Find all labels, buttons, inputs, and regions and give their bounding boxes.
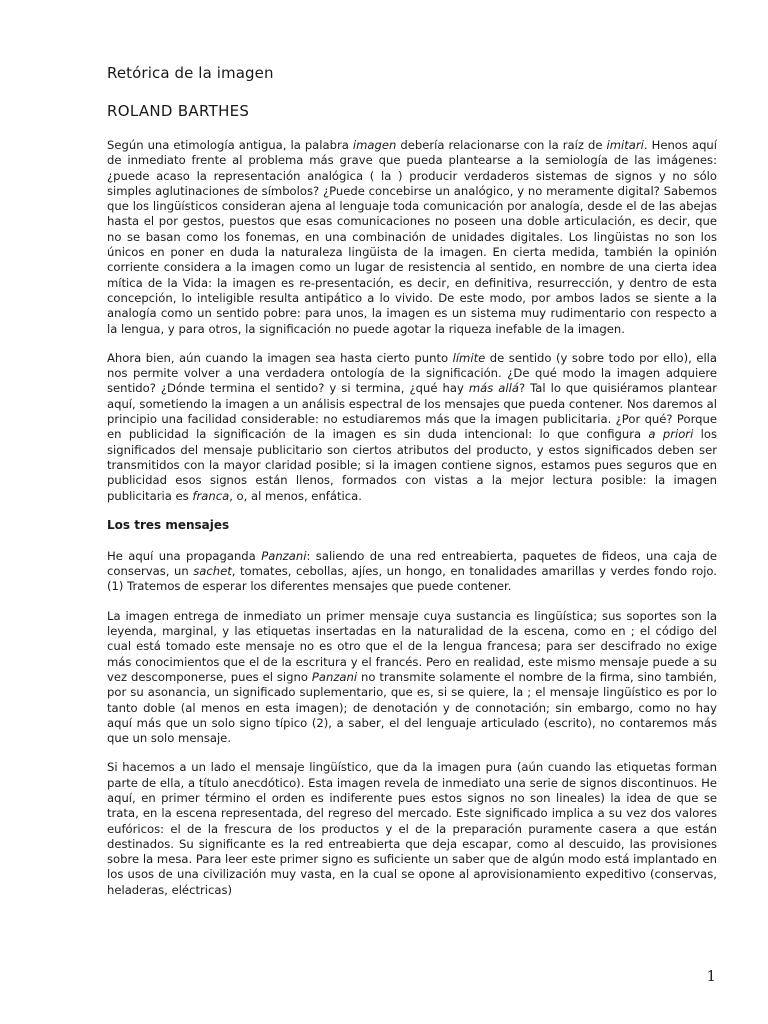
document-title: Retórica de la imagen	[107, 64, 274, 82]
italic-term: imitari	[606, 138, 644, 152]
italic-term: Panzani	[261, 548, 307, 563]
paragraph	[107, 549, 717, 595]
text-run: los significados del mensaje publicitario son ciertos atributos del producto, y estos significados deben ser transmitidos con la mayor claridad posible; si la imagen contiene signos, estamos pues seguros que en publicidad esos signos están llenos, formados con vistas a la mejor lectura posible: la imagen publicitaria es	[107, 427, 717, 503]
text-run: La imagen entrega de inmediato un primer mensaje cuya sustancia es lingüística; sus soportes son la leyenda, marginal, y las etiquetas insertadas en la naturalidad de la escena, como en ; el código del cual está tomado este mensaje no es otro que el de la lengua francesa; para ser descifrado no exige más conocimientos que el de la escritura y el francés. Pero en realidad, este mismo mensaje puede a su vez descomponerse, pues el signo	[107, 608, 717, 684]
italic-term: a priori	[648, 427, 694, 442]
text-run: Ahora bien, aún cuando la imagen sea hasta cierto punto	[107, 350, 453, 365]
italic-term: sachet	[193, 564, 232, 579]
document-author: ROLAND BARTHES	[107, 102, 250, 120]
italic-term: franca	[192, 488, 230, 503]
italic-term: más allá	[468, 381, 519, 396]
text-run: He aquí una propaganda	[107, 548, 262, 563]
section-heading: Los tres mensajes	[107, 517, 230, 532]
text-run: Según una etimología antigua, la palabra	[107, 138, 353, 152]
text-run: no transmite solamente el nombre de la firma, sino también, por su asonancia, un significado suplementario, que es, si se quiere, la ; el mensaje lingüístico es por lo tanto doble (al menos en esta imagen); de denotación y de connotación; sin embargo, como no hay aquí más que un solo signo típico (2), a saber, el del lenguaje articulado (escrito), no contaremos más que un solo mensaje.	[107, 669, 717, 746]
text-run: ? Tal lo que quisiéramos plantear aquí, sometiendo la imagen a un análisis espectral de los mensajes que pueda contener. Nos daremos al principio una facilidad considerable: no estudiaremos más que la imagen publicitaria. ¿Por qué? Porque en publicidad la significación de la imagen es sin duda intencional: lo que configura	[107, 381, 717, 442]
text-run: . Henos aquí de inmediato frente al problema más grave que pueda plantearse a la semiología de las imágenes: ¿puede acaso la representación analógica ( la ) producir verdaderos sistemas de signos y no sólo simples aglutinaciones de símbolos? ¿Puede concebirse un analógico, y no meramente digital? Sabemos que los lingüísticos consideran ajena al lenguaje toda comunicación por analogía, desde el de las abejas hasta el por gestos, puestos que esas comunicaciones no poseen una doble articulación, es decir, que no se basan como los fonemas, en una combinación de unidades digitales. Los lingüistas no son los únicos en poner en duda la naturaleza lingüista de la imagen. En cierta medida, también la opinión corriente considera a la imagen como un lugar de resistencia al sentido, en nombre de una cierta idea mítica de la Vida: la imagen es re-presentación, es decir, en definitiva, resurrección, y dentro de esta concepción, lo inteligible resulta antipático a lo vivido. De este modo, por ambos lados se siente a la analogía como un sentido pobre: para unos, la imagen es un sistema muy rudimentario con respecto a la lengua, y para otros, la significación no puede agotar la riqueza inefable de la imagen.	[107, 138, 718, 336]
paragraph	[107, 609, 717, 747]
page-number: 1	[706, 967, 716, 985]
text-run: Si hacemos a un lado el mensaje lingüístico, que da la imagen pura (aún cuando las etiquetas forman parte de ella, a título anecdótico). Esta imagen revela de inmediato una serie de signos discontinuos. He aquí, en primer término el orden es indiferente pues estos signos no son lineales) la idea de que se trata, en la escena representada, del regreso del mercado. Este significado implica a su vez dos valores eufóricos: el de la frescura de los productos y el de la preparación puramente casera a que están destinados. Su significante es la red entreabierta que deja escapar, como al descuido, las provisiones sobre la mesa. Para leer este primer signo es suficiente un saber que de algún modo está implantado en los usos de una civilización muy vasta, en la cual se opone al aprovisionamiento expeditivo (conservas, heladeras, eléctricas)	[107, 760, 717, 897]
text-run: debería relacionarse con la raíz de	[396, 138, 607, 152]
paragraph	[107, 351, 717, 504]
text-run: , tomates, cebollas, ajíes, un hongo, en tonalidades amarillas y verdes fondo rojo. (1) Tratemos de esperar los diferentes mensajes que puede contener.	[107, 564, 717, 594]
italic-term: límite	[452, 350, 486, 365]
document-page	[107, 64, 717, 912]
text-run: : saliendo de una red entreabierta, paquetes de fideos, una caja de conservas, un	[107, 548, 717, 579]
italic-term: imagen	[352, 138, 397, 152]
italic-term: Panzani	[311, 669, 358, 684]
paragraph	[107, 138, 717, 337]
text-run: de sentido (y sobre todo por ello), ella nos permite volver a una verdadera ontología de la significación. ¿De qué modo la imagen adquiere sentido? ¿Dónde termina el sentido? y si termina, ¿qué hay	[107, 350, 717, 396]
paragraph	[107, 760, 717, 898]
text-run: , o, al menos, enfática.	[229, 488, 362, 503]
